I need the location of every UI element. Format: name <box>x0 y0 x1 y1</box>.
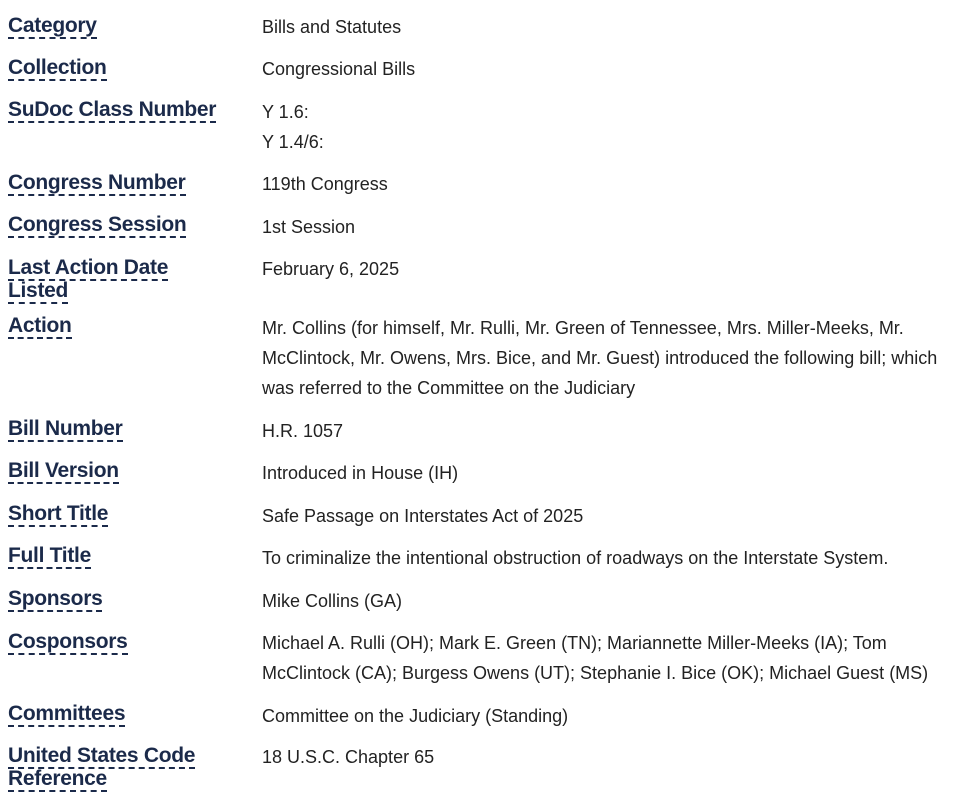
value-committees: Committee on the Judiciary (Standing) <box>262 706 569 726</box>
value-cosponsors: Michael A. Rulli (OH); Mark E. Green (TN); Mariannette Miller-Meeks (IA); Tom McClintock (CA); Burgess Owens (UT); Stephanie I. Bice (OK); Michael Guest (MS) <box>262 633 929 683</box>
value-category: Bills and Statutes <box>262 17 402 37</box>
label-last-action-date[interactable]: Last Action Date Listed <box>8 256 169 302</box>
value-short-title: Safe Passage on Interstates Act of 2025 <box>262 506 584 526</box>
value-sudoc-class-number: Y 1.6: Y 1.4/6: <box>262 102 324 152</box>
value-full-title: To criminalize the intentional obstruction of roadways on the Interstate System. <box>262 548 889 568</box>
label-category[interactable]: Category <box>8 14 97 37</box>
value-collection: Congressional Bills <box>262 59 416 79</box>
label-united-states-code-reference[interactable]: United States Code Reference <box>8 744 196 790</box>
label-full-title[interactable]: Full Title <box>8 544 91 567</box>
label-cosponsors[interactable]: Cosponsors <box>8 630 128 653</box>
label-sponsors[interactable]: Sponsors <box>8 587 103 610</box>
value-congress-session: 1st Session <box>262 217 356 237</box>
value-action: Mr. Collins (for himself, Mr. Rulli, Mr. Green of Tennessee, Mrs. Miller-Meeks, Mr. McClintock, Mr. Owens, Mrs. Bice, and Mr. Guest) introduced the following bill; which was referred to the Committee on the Judiciary <box>262 318 938 398</box>
label-sudoc-class-number[interactable]: SuDoc Class Number <box>8 98 217 121</box>
label-congress-number[interactable]: Congress Number <box>8 171 186 194</box>
label-committees[interactable]: Committees <box>8 702 126 725</box>
label-collection[interactable]: Collection <box>8 56 107 79</box>
value-bill-number: H.R. 1057 <box>262 421 344 441</box>
value-united-states-code-reference: 18 U.S.C. Chapter 65 <box>262 747 435 767</box>
label-action[interactable]: Action <box>8 314 72 337</box>
label-bill-version[interactable]: Bill Version <box>8 459 119 482</box>
label-bill-number[interactable]: Bill Number <box>8 417 123 440</box>
label-congress-session[interactable]: Congress Session <box>8 213 187 236</box>
value-congress-number: 119th Congress <box>262 174 388 194</box>
value-bill-version: Introduced in House (IH) <box>262 463 459 483</box>
value-sponsors: Mike Collins (GA) <box>262 591 403 611</box>
label-short-title[interactable]: Short Title <box>8 502 109 525</box>
value-last-action-date: February 6, 2025 <box>262 259 400 279</box>
